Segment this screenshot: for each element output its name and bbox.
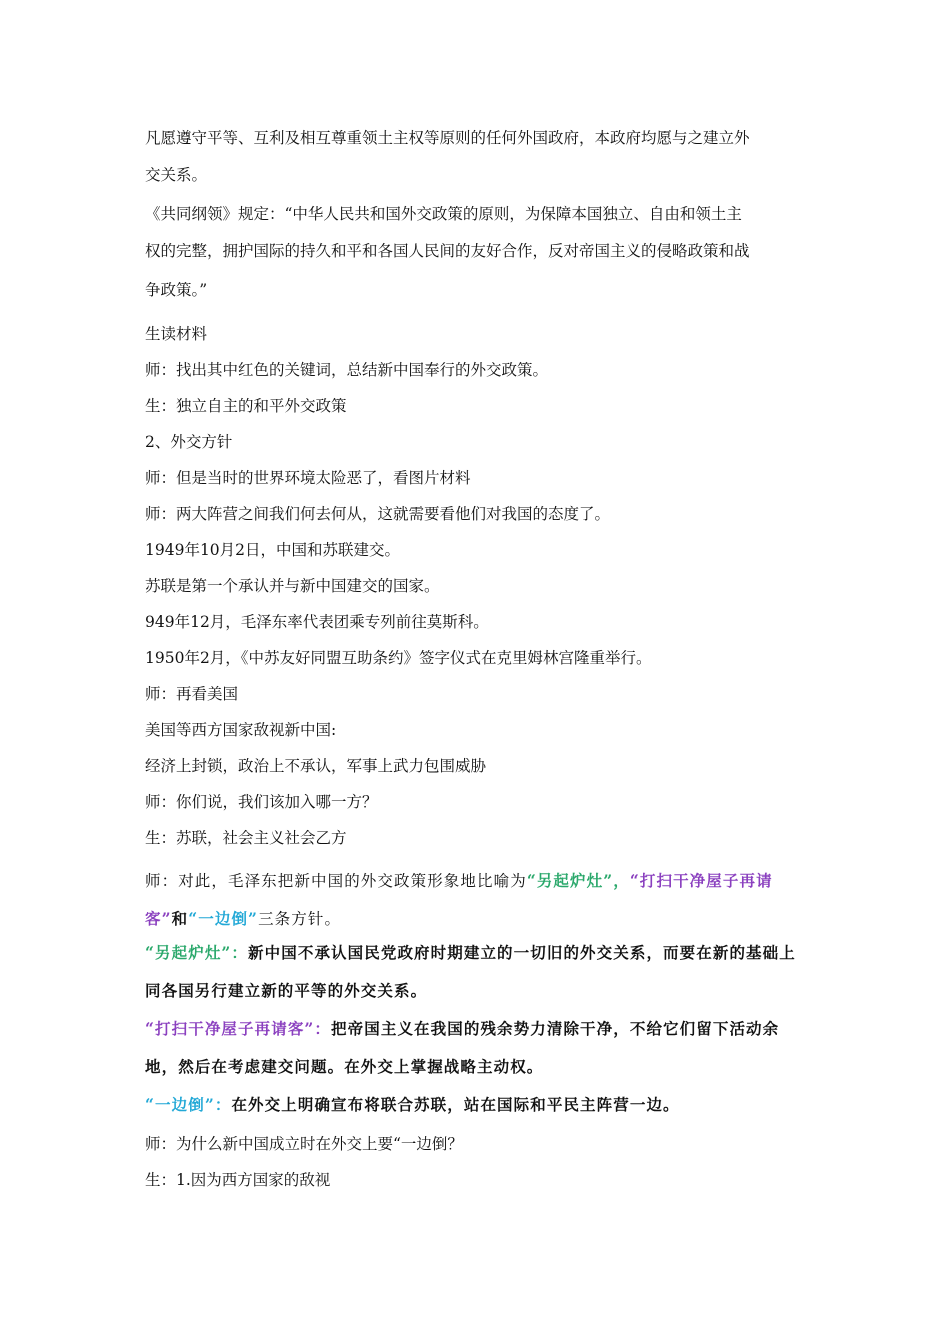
- metaphor-prefix: 师：对此，毛泽东把新中国的外交政策形象地比喻为: [145, 872, 527, 890]
- definition-term: “打扫干净屋子再请客”：: [145, 1019, 332, 1038]
- paragraph-line: 师：再看美国: [145, 685, 239, 703]
- paragraph-line: 经济上封锁，政治上不承认，军事上武力包围威胁: [145, 757, 487, 775]
- term-lingqi-luzao: “另起炉灶”，: [526, 871, 630, 890]
- paragraph-line: 师：为什么新中国成立时在外交上要“一边倒？: [145, 1135, 463, 1153]
- definition-text: 新中国不承认国民党政府时期建立的一切旧的外交关系，而要在新的基础上同各国另行建立新的平等的外交关系。: [145, 943, 796, 1000]
- paragraph-line: 《共同纲领》规定：“中华人民共和国外交政策的原则，为保障本国独立、自由和领土主: [145, 205, 742, 223]
- paragraph-line: 949年12月，毛泽东率代表团乘专列前往莫斯科。: [145, 613, 489, 631]
- paragraph-line: 争政策。”: [145, 281, 208, 299]
- paragraph-line: 1950年2月，《中苏友好同盟互助条约》签字仪式在克里姆林宫隆重举行。: [145, 649, 652, 667]
- paragraph-line: 师：找出其中红色的关键词，总结新中国奉行的外交政策。: [145, 361, 549, 379]
- paragraph-line: 交关系。: [145, 166, 208, 184]
- paragraph-line: 美国等西方国家敌视新中国:: [145, 721, 337, 739]
- paragraph-line: 凡愿遵守平等、互利及相互尊重领土主权等原则的任何外国政府，本政府均愿与之建立外: [145, 129, 750, 147]
- paragraph-line: 生读材料: [145, 325, 208, 343]
- metaphor-mid: 和: [171, 909, 189, 928]
- paragraph-line: 师：两大阵营之间我们何去何从，这就需要看他们对我国的态度了。: [145, 505, 611, 523]
- paragraph-line: 苏联是第一个承认并与新中国建交的国家。: [145, 577, 440, 595]
- term-dasao-wuzi: “打扫干净屋子再请客”: [145, 871, 773, 928]
- definition-dasao-wuzi: [145, 1010, 805, 1086]
- definition-term: “一边倒”：: [145, 1095, 232, 1114]
- paragraph-line: 师：但是当时的世界环境太险恶了，看图片材料: [145, 469, 471, 487]
- paragraph-line: 1949年10月2日，中国和苏联建交。: [145, 541, 401, 559]
- paragraph-line: 师：你们说，我们该加入哪一方？: [145, 793, 378, 811]
- definition-text: 在外交上明确宣布将联合苏联，站在国际和平民主阵营一边。: [231, 1095, 680, 1114]
- definition-lingqi-luzao: [145, 934, 805, 1010]
- definition-text: 把帝国主义在我国的残余势力清除干净，不给它们留下活动余地，然后在考虑建交问题。在外交上掌握战略主动权。: [145, 1019, 780, 1076]
- paragraph-line: 生：独立自主的和平外交政策: [145, 397, 347, 415]
- paragraph-line: 生：苏联，社会主义社会乙方: [145, 829, 347, 847]
- paragraph-line: 生：1.因为西方国家的敌视: [145, 1171, 331, 1189]
- metaphor-suffix: 三条方针。: [258, 910, 342, 928]
- metaphor-paragraph: [145, 862, 805, 938]
- term-yibiandao: “一边倒”: [188, 909, 259, 928]
- definition-yibiandao: [145, 1086, 805, 1124]
- paragraph-line: 权的完整，拥护国际的持久和平和各国人民间的友好合作，反对帝国主义的侵略政策和战: [145, 242, 750, 260]
- section-heading: 2、外交方针: [145, 433, 233, 451]
- definition-term: “另起炉灶”：: [145, 943, 249, 962]
